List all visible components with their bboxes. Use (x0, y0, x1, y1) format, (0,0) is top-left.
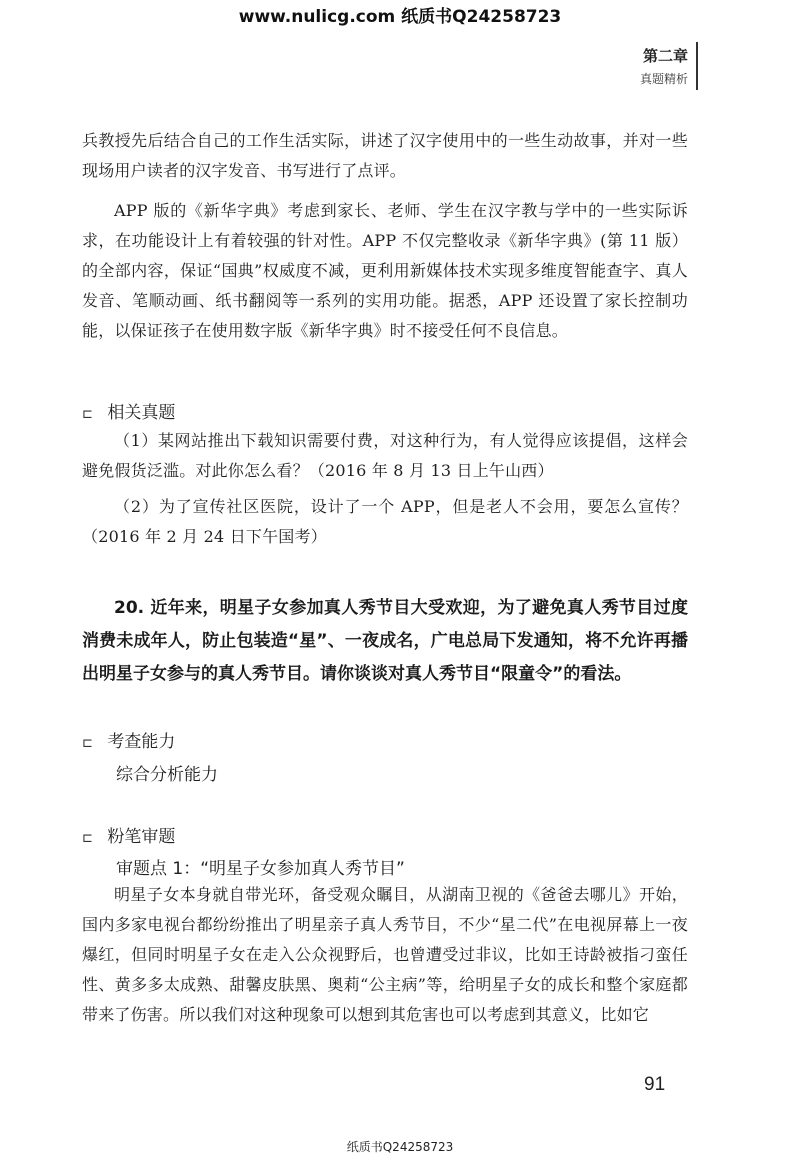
analysis-heading (82, 822, 175, 847)
section-marker-icon: ⊏ (82, 736, 93, 751)
section-marker-icon: ⊏ (82, 831, 93, 846)
chapter-title: 第二章 (642, 47, 688, 65)
ability-heading (82, 727, 175, 752)
ability-heading-text: 考查能力 (107, 732, 176, 752)
bottom-watermark: 纸质书Q24258723 (346, 1140, 454, 1154)
analysis-heading-text: 粉笔审题 (107, 827, 176, 847)
section-marker-icon: ⊏ (82, 407, 93, 422)
chapter-divider (696, 42, 698, 90)
related-question-1: （1）某网站推出下载知识需要付费，对这种行为，有人觉得应该提倡，这样会避免假货泛滥。对此你怎么看？（2016 年 8 月 13 日上午山西） (82, 431, 688, 480)
analysis-point: 审题点 1：“明星子女参加真人秀节目” (116, 859, 405, 879)
question-20: 20. 近年来，明星子女参加真人秀节目大受欢迎，为了避免真人秀节目过度消费未成年人，防止包装造“星”、一夜成名，广电总局下发通知，将不允许再播出明星子女参与的真人秀节目。请你谈谈对真人秀节目“限童令”的看法。 (82, 598, 688, 684)
ability-value: 综合分析能力 (116, 765, 218, 785)
analysis-body: 明星子女本身就自带光环，备受观众瞩目，从湖南卫视的《爸爸去哪儿》开始，国内多家电视台都纷纷推出了明星亲子真人秀节目，不少“星二代”在电视屏幕上一夜爆红，但同时明星子女在走入公众视野后，也曾遭受过非议，比如王诗龄被指刁蛮任性、黄多多太成熟、甜馨皮肤黑、奥莉“公主病”等，给明星子女的成长和整个家庭都带来了伤害。所以我们对这种现象可以想到其危害也可以考虑到其意义，比如它 (82, 885, 688, 1024)
paragraph-1: 兵教授先后结合自己的工作生活实际，讲述了汉字使用中的一些生动故事，并对一些现场用户读者的汉字发音、书写进行了点评。 (82, 131, 688, 180)
related-question-2: （2）为了宣传社区医院，设计了一个 APP，但是老人不会用，要怎么宣传？（2016 年 2 月 24 日下午国考） (82, 497, 688, 546)
chapter-subtitle: 真题精析 (639, 72, 688, 86)
paragraph-2: APP 版的《新华字典》考虑到家长、老师、学生在汉字教与学中的一些实际诉求，在功能设计上有着较强的针对性。APP 不仅完整收录《新华字典》(第 11 版）的全部内容，保证“国典”权威度不减，更利用新媒体技术实现多维度智能查字、真人发音、笔顺动画、纸书翻阅等一系列的实用功能。据悉，APP 还设置了家长控制功能，以保证孩子在使用数字版《新华字典》时不接受任何不良信息。 (82, 201, 688, 340)
related-heading-text: 相关真题 (107, 403, 176, 423)
page-number: 91 (644, 1074, 666, 1095)
related-questions-heading (82, 398, 175, 423)
top-watermark: www.nulicg.com 纸质书Q24258723 (238, 7, 562, 27)
